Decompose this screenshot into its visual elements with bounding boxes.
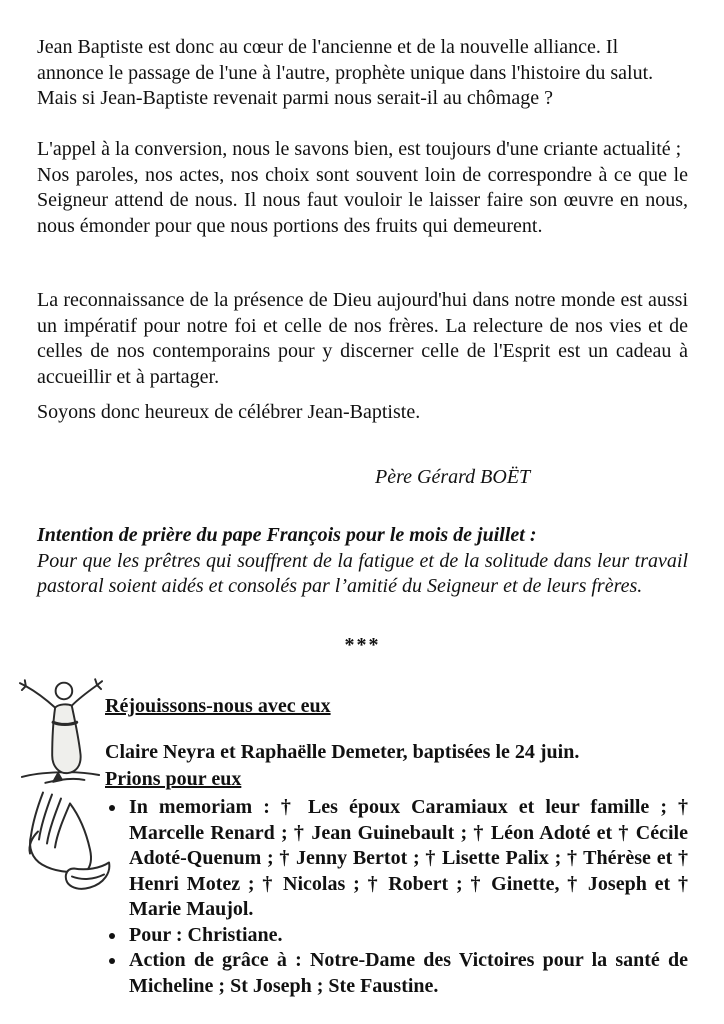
stars-separator: *** (344, 634, 381, 656)
paragraph-soyons-heureux: Soyons donc heureux de célébrer Jean-Baptiste. (37, 401, 421, 423)
joyful-figure-icon (18, 676, 103, 790)
rejoice-heading: Réjouissons-nous avec eux (105, 695, 331, 717)
paragraph-reconnaissance: La reconnaissance de la présence de Dieu aujourd'hui dans notre monde est aussi un impératif pour notre foi et celle de nos frères. La relecture de nos vies et de celles de nos contemporains pour y discerner celle de l'Esprit est un cadeau à accueillir et à partager. (37, 289, 688, 388)
list-item-in-memoriam: • In memoriam : † Les époux Caramiaux et leur famille ; † Marcelle Renard ; † Jean Guinebault ; † Léon Adoté et † Cécile Adoté-Quenum ; † Jenny Bertot ; † Lisette Palix ; † Thérèse et † Henri Motez ; † Nicolas ; † Robert ; † Ginette, † Joseph et † Marie Maujol. (127, 795, 688, 923)
list-item-pour: • Pour : Christiane. (127, 923, 688, 949)
pray-heading: Prions pour eux (105, 768, 242, 790)
paragraph-nos-paroles: Nos paroles, nos actes, nos choix sont souvent loin de correspondre à ce que le Seigneur attend de nous. Il nous faut vouloir le laisser faire son œuvre en nous, nous émonder pour que nous portions des fruits qui demeurent. (37, 163, 688, 237)
list-item-action-de-grace: • Action de grâce à : Notre-Dame des Victoires pour la santé de Micheline ; St Joseph ; Ste Faustine. (127, 948, 688, 999)
paragraph-group-conversion (37, 137, 688, 239)
paragraph-appel-conversion: L'appel à la conversion, nous le savons bien, est toujours d'une criante actualité ; (37, 138, 682, 160)
pope-intention-section (37, 523, 688, 600)
pray-list (103, 795, 688, 999)
pope-intention-title: Intention de prière du pape François pour le mois de juillet : (37, 524, 537, 546)
rejoice-baptism-line: Claire Neyra et Raphaëlle Demeter, baptisées le 24 juin. (105, 740, 580, 763)
pope-intention-body: Pour que les prêtres qui souffrent de la fatigue et de la solitude dans leur travail pastoral soient aidés et consolés par l’amitié du Seigneur et de leurs frères. (37, 549, 688, 597)
intercessions-list (103, 795, 688, 999)
author-signature: Père Gérard BOËT (375, 466, 531, 488)
paragraph-jean-baptiste: Jean Baptiste est donc au cœur de l'ancienne et de la nouvelle alliance. Il annonce le passage de l'une à l'autre, prophète unique dans l'histoire du salut. Mais si Jean-Baptiste revenait parmi nous serait-il au chômage ? (37, 36, 654, 109)
